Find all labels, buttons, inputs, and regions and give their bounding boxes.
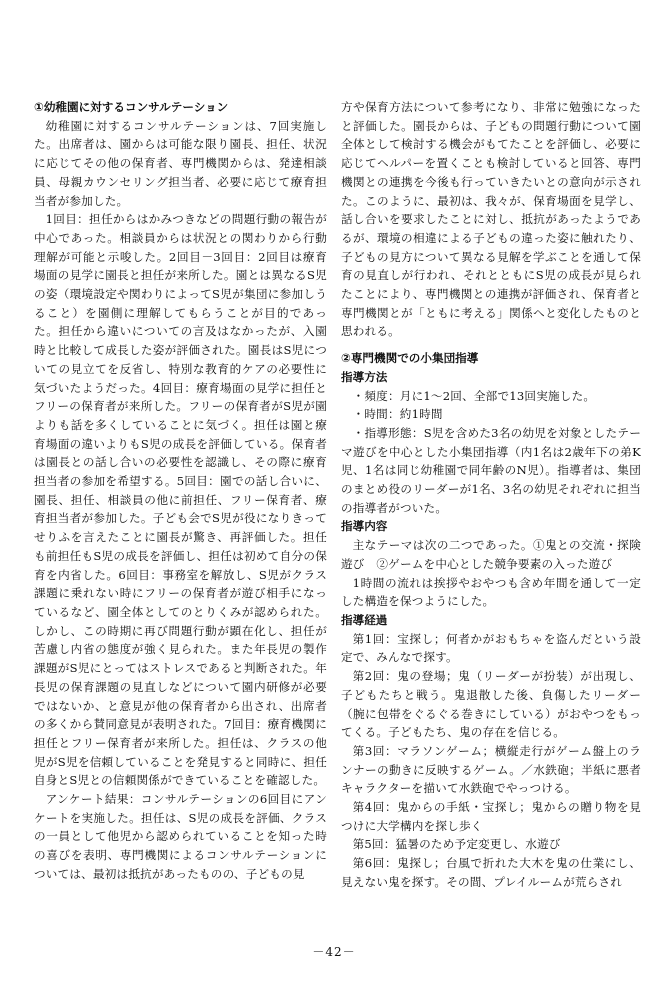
left-column	[34, 98, 327, 884]
subheading-progress: 指導経過	[341, 612, 388, 627]
section-heading-kindergarten-consultation: ①幼稚園に対するコンサルテーション	[34, 100, 229, 114]
method-item-time: ・時間：約1時間	[352, 407, 443, 422]
paragraph-session-details: 1回目：担任からはかみつきなどの問題行動の報告が中心であった。相談員からは状況との関わりから行動理解が可能と示唆した。2回目－3回目：2回目は療育場面の見学に園長と担任が来所した。園とは異なるS児の姿（環境設定や関わりによってS児が集団に参加しうること）を園側に理解してもらうことが目的であった。担任から違いについての言及はなかったが、入園時と比較して成長した姿が評価された。園長はS児についての見立てを反省し、特別な教育的ケアの必要性に気づいたようだった。4回目：療育場面の見学に担任とフリーの保育者が来所した。フリーの保育者がS児が園よりも話を多くしていることに気づく。担任は園と療育場面の違いよりもS児の成長を評価している。保育者は園長との話し合いの必要性を認識し、その際に療育担当者の参加を希望する。5回目：園での話し合いに、園長、担任、相談員の他に前担任、フリー保育者、療育担当者が参加した。子ども会でS児が役になりきってせりふを言えたことに園長が驚き、再評価した。担任も前担任もS児の成長を評価し、担任は初めて自分の保育を内省した。6回目：事務室を解放し、S児がクラス課題に乗れない時にフリーの保育者が遊び相手になっているなど、園全体としてのとりくみが認められた。しかし、この時期に再び問題行動が顕在化し、担任が苦慮し内省の態度が強く見られた。また年長児の製作課題がS児にとってはストレスであると判断された。年長児の保育課題の見直しなどについて園内研修が必要ではないか、と意見が他の保育者から出され、出席者の多くから賛同意見が表明された。7回目：療育機関に担任とフリー保育者が来所した。担任は、クラスの他児がS児を信頼していることを発見すると同時に、担任自身とS児との信頼関係ができていることを確認した。	[34, 212, 327, 788]
progress-item-6: 第6回：鬼探し；台風で折れた大木を鬼の仕業にし、見えない鬼を探す。その間、プレイルームが荒らされ	[341, 856, 641, 889]
subheading-method: 指導方法	[341, 369, 388, 384]
progress-item-3: 第3回：マラソンゲーム；横縦走行がゲーム盤上のランナーの動きに反映するゲーム。／水鉄砲；半紙に悪者キャラクターを描いて水鉄砲でやっつける。	[341, 743, 641, 796]
method-item-format: ・指導形態：S児を含めた3名の幼児を対象としたテーマ遊びを中心とした小集団指導（内1名は2歳年下の弟K児、1名は同じ幼稚園で同年齢のN児）。指導者は、集団のまとめ役のリーダーが1名、3名の幼児それぞれに担当の指導者がついた。	[341, 425, 641, 515]
progress-item-4: 第4回：鬼からの手紙・宝探し；鬼からの贈り物を見つけに大学構内を探し歩く	[341, 800, 641, 833]
subheading-content: 指導内容	[341, 519, 388, 534]
right-column	[341, 98, 641, 892]
page-number: －42－	[312, 945, 356, 959]
paragraph-overview: 幼稚園に対するコンサルテーションは、7回実施した。出席者は、園からは可能な限り園長、担任、状況に応じてその他の保育者、専門機関からは、発達相談員、母親カウンセリング担当者、必要に応じて療育担当者が参加した。	[34, 118, 327, 208]
paragraph-continuation: 方や保育方法について参考になり、非常に勉強になったと評価した。園長からは、子どもの問題行動について園全体として検討する機会がもてたことを評価し、必要に応じてヘルパーを置くことも検討していると回答、専門機関との連携を今後も行っていきたいとの意向が示された。このように、最初は、我々が、保育場面を見学し、話し合いを要求したことに対し、抵抗があったようであるが、環境の相違による子どもの違った姿に触れたり、子どもの見方について異なる見解を学ぶことを通して保育の見直しが行われ、それとともにS児の成長が見られたことにより、専門機関との連携が評価され、保育者と専門機関とが「ともに考える」関係へと変化したものと思われる。	[341, 100, 641, 339]
paragraph-main-themes: 主なテーマは次の二つであった。①鬼との交流・探険遊び ②ゲームを中心とした競争要素の入った遊び	[341, 538, 641, 571]
progress-item-5: 第5回：猛暑のため予定変更し、水遊び	[352, 837, 561, 852]
progress-item-2: 第2回：鬼の登場；鬼（リーダーが扮装）が出現し、子どもたちと戦う。鬼退散した後、負傷したリーダー（腕に包帯をぐるぐる巻きにしている）がおやつをもってくる。子どもたち、鬼の存在を信じる。	[341, 669, 641, 740]
section-heading-small-group: ②専門機関での小集団指導	[341, 351, 479, 366]
paragraph-session-structure: 1時間の流れは挨拶やおやつも含め年間を通して一定した構造を保つようにした。	[341, 575, 641, 609]
method-item-frequency: ・頻度：月に1～2回、全部で13回実施した。	[352, 388, 596, 403]
progress-item-1: 第1回：宝探し；何者かがおもちゃを盗んだという設定で、みんなで探す。	[341, 631, 641, 665]
paragraph-questionnaire: アンケート結果：コンサルテーションの6回目にアンケートを実施した。担任は、S児の成長を評価、クラスの一員として他児から認められていることを知った時の喜びを表明、専門機関によるコンサルテーションについては、最初は抵抗があったものの、子どもの見	[34, 792, 327, 881]
